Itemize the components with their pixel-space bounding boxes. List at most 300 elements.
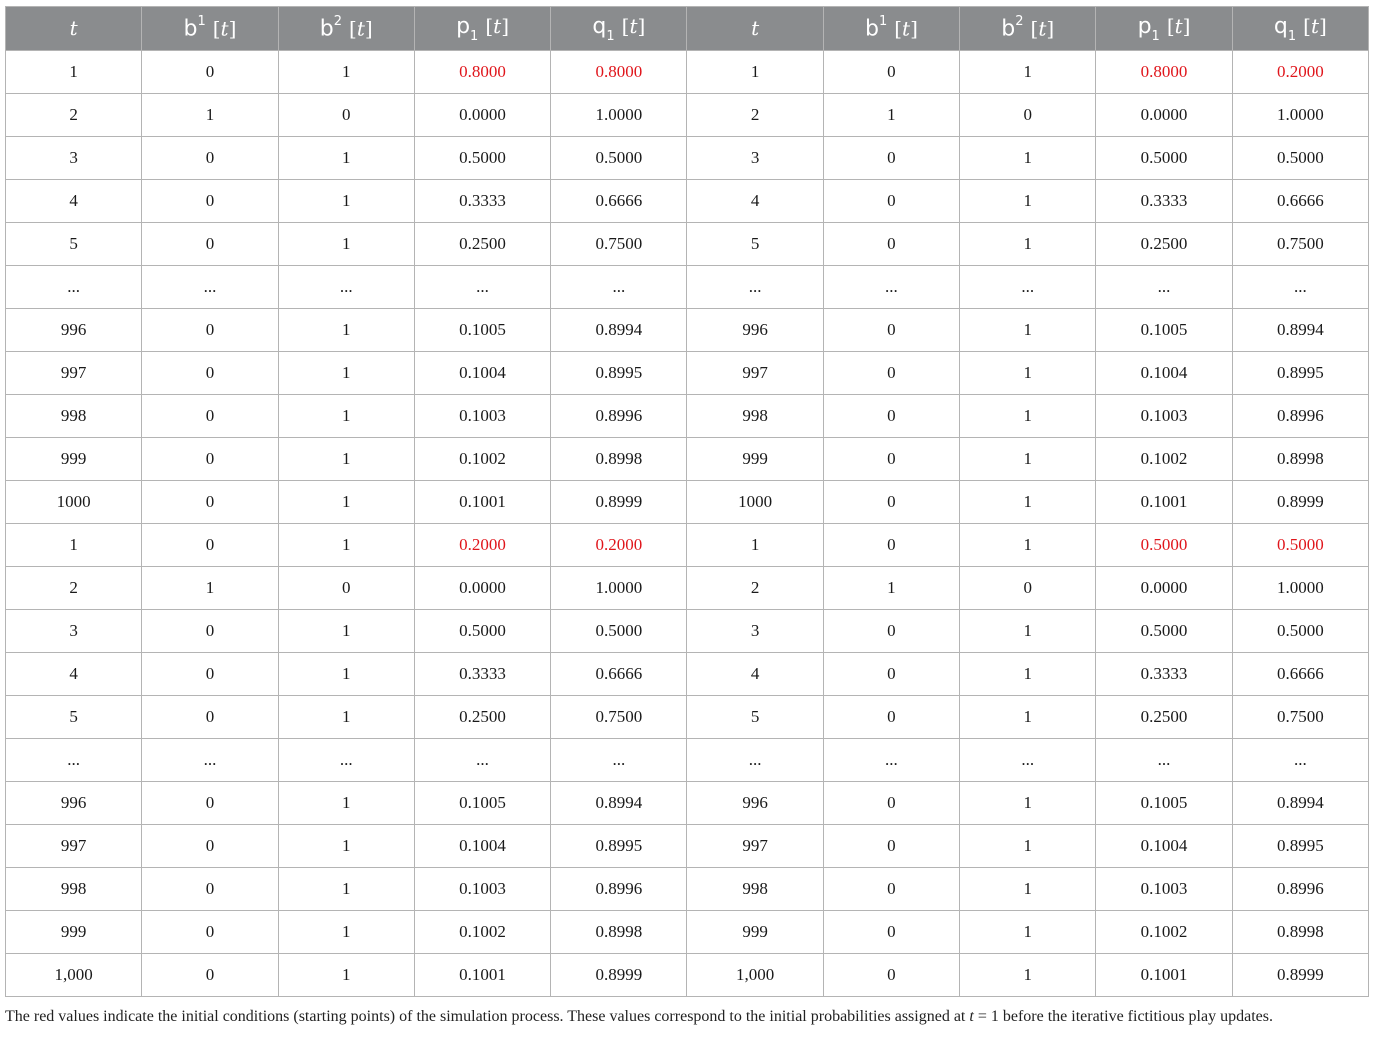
table-cell: 0 [142, 481, 278, 524]
table-cell: ... [960, 739, 1096, 782]
table-cell: 1 [823, 567, 959, 610]
table-cell: 1.0000 [551, 567, 687, 610]
header-superscript: 2 [333, 13, 343, 29]
table-cell: 1 [823, 94, 959, 137]
table-cell: 0 [823, 137, 959, 180]
table-cell: 1 [6, 51, 142, 94]
header-row [6, 7, 1369, 51]
table-cell: 0.8995 [1232, 352, 1368, 395]
table-cell: 1 [278, 481, 414, 524]
table-cell: 0.1001 [414, 481, 550, 524]
table-cell: ... [6, 739, 142, 782]
table-cell: 997 [687, 825, 823, 868]
footnote-text-before: The red values indicate the initial conditions (starting points) of the simulation process. These values correspond to the initial probabilities assigned at [5, 1008, 970, 1025]
header-close-bracket: ] [637, 14, 646, 39]
table-cell: 1 [960, 481, 1096, 524]
table-cell: 0 [142, 825, 278, 868]
table-cell: 4 [687, 653, 823, 696]
table-cell: 1.0000 [1232, 567, 1368, 610]
table-cell: 0.8998 [1232, 911, 1368, 954]
header-symbol: b [1001, 16, 1016, 42]
header-symbol: t [69, 16, 78, 40]
table-cell: 0 [823, 911, 959, 954]
table-cell: 998 [687, 395, 823, 438]
table-row [6, 567, 1369, 610]
table-cell: 0 [960, 94, 1096, 137]
column-header [142, 7, 278, 51]
table-cell: 0 [823, 481, 959, 524]
table-row [6, 696, 1369, 739]
header-close-bracket: ] [1318, 14, 1327, 39]
table-row [6, 524, 1369, 567]
header-subscript: 1 [1287, 28, 1297, 44]
table-cell: 1 [960, 868, 1096, 911]
column-header [1096, 7, 1232, 51]
header-superscript: 2 [1015, 13, 1024, 29]
table-cell: 0.5000 [1232, 524, 1368, 567]
table-row [6, 223, 1369, 266]
table-cell: 0.1001 [1096, 481, 1232, 524]
table-cell: ... [1232, 739, 1368, 782]
table-cell: 0.2000 [414, 524, 550, 567]
table-cell: 0 [142, 180, 278, 223]
table-cell: 0 [142, 309, 278, 352]
table-cell: 0 [823, 352, 959, 395]
header-close-bracket: ] [1182, 14, 1191, 39]
header-open-bracket: [ [1303, 14, 1311, 39]
table-cell: 1 [960, 653, 1096, 696]
table-row [6, 180, 1369, 223]
table-cell: 2 [687, 567, 823, 610]
table-cell: 1 [278, 696, 414, 739]
table-cell: 0.8000 [414, 51, 550, 94]
table-cell: 5 [6, 696, 142, 739]
table-cell: 1 [278, 954, 414, 997]
table-cell: 0.7500 [551, 223, 687, 266]
table-cell: 0.8999 [1232, 481, 1368, 524]
table-cell: 0.7500 [1232, 223, 1368, 266]
header-argument: t [629, 14, 638, 39]
table-cell: 999 [687, 438, 823, 481]
header-argument: t [220, 16, 229, 41]
table-cell: 0.2000 [1232, 51, 1368, 94]
table-cell: 0 [823, 954, 959, 997]
table-cell: 0 [278, 567, 414, 610]
table-cell: 1 [6, 524, 142, 567]
table-cell: 1 [960, 180, 1096, 223]
table-cell: ... [1096, 739, 1232, 782]
table-cell: 0 [142, 524, 278, 567]
header-open-bracket: [ [212, 16, 221, 41]
table-cell: 997 [6, 352, 142, 395]
table-cell: 1 [142, 567, 278, 610]
header-symbol: b [319, 16, 334, 42]
table-cell: 1 [278, 438, 414, 481]
table-cell: 0.5000 [551, 137, 687, 180]
table-cell: ... [687, 739, 823, 782]
header-symbol: b [864, 16, 879, 42]
table-cell: 0.8998 [1232, 438, 1368, 481]
table-cell: 5 [687, 696, 823, 739]
table-cell: 1000 [687, 481, 823, 524]
header-close-bracket: ] [1046, 16, 1055, 41]
table-cell: 1,000 [687, 954, 823, 997]
data-table [5, 6, 1369, 997]
table-cell: 1 [960, 954, 1096, 997]
table-cell: 0.1002 [1096, 438, 1232, 481]
table-cell: 0 [823, 223, 959, 266]
table-cell: 1,000 [6, 954, 142, 997]
table-cell: 1 [278, 309, 414, 352]
table-cell: 0.5000 [414, 610, 550, 653]
table-cell: 997 [6, 825, 142, 868]
table-cell: 1000 [6, 481, 142, 524]
header-close-bracket: ] [910, 16, 918, 41]
table-cell: 0 [823, 524, 959, 567]
footnote-text-after: = 1 before the iterative fictitious play updates. [973, 1008, 1273, 1025]
table-row [6, 352, 1369, 395]
table-cell: 3 [687, 137, 823, 180]
table-cell: 999 [6, 911, 142, 954]
table-cell: 0.5000 [1096, 524, 1232, 567]
table-cell: 0.8995 [551, 825, 687, 868]
table-cell: 0.8999 [1232, 954, 1368, 997]
table-row [6, 911, 1369, 954]
header-open-bracket: [ [894, 16, 903, 41]
table-cell: 0.2500 [1096, 223, 1232, 266]
table-cell: 1 [278, 868, 414, 911]
table-cell: 0.1005 [414, 782, 550, 825]
table-cell: 0.8998 [551, 911, 687, 954]
table-cell: ... [414, 266, 550, 309]
table-cell: 0 [823, 309, 959, 352]
table-cell: 0.8996 [1232, 868, 1368, 911]
table-row [6, 309, 1369, 352]
table-cell: 0.1001 [1096, 954, 1232, 997]
table-cell: 0.1004 [1096, 352, 1232, 395]
footnote-variable: t [969, 1008, 974, 1025]
table-cell: 0 [142, 610, 278, 653]
column-header [414, 7, 550, 51]
table-cell: 0.3333 [414, 653, 550, 696]
table-cell: 0 [142, 51, 278, 94]
table-cell: 3 [687, 610, 823, 653]
table-cell: 0 [142, 954, 278, 997]
table-cell: 1 [960, 309, 1096, 352]
table-cell: 0.1005 [1096, 782, 1232, 825]
table-cell: 997 [687, 352, 823, 395]
table-cell: 1 [687, 51, 823, 94]
header-close-bracket: ] [501, 14, 509, 39]
table-cell: ... [823, 266, 959, 309]
table-cell: 2 [6, 567, 142, 610]
table-cell: 3 [6, 610, 142, 653]
table-row [6, 395, 1369, 438]
table-cell: 0.1002 [1096, 911, 1232, 954]
table-cell: 0.8994 [1232, 309, 1368, 352]
table-cell: 0.0000 [1096, 567, 1232, 610]
table-cell: 1 [278, 180, 414, 223]
header-argument: t [1174, 14, 1183, 39]
table-cell: 1 [278, 653, 414, 696]
table-cell: 0.1003 [414, 868, 550, 911]
table-cell: 0.8996 [551, 868, 687, 911]
table-cell: 1 [960, 696, 1096, 739]
table-cell: 0.1002 [414, 911, 550, 954]
table-cell: 1 [278, 137, 414, 180]
table-cell: 0.5000 [414, 137, 550, 180]
table-row [6, 653, 1369, 696]
table-cell: 0.6666 [551, 653, 687, 696]
column-header [960, 7, 1096, 51]
table-cell: 0.1003 [1096, 395, 1232, 438]
table-cell: 0.1004 [414, 825, 550, 868]
header-argument: t [1038, 16, 1047, 41]
table-cell: 0.5000 [551, 610, 687, 653]
column-header [551, 7, 687, 51]
table-cell: ... [687, 266, 823, 309]
table-cell: 0 [823, 180, 959, 223]
table-cell: 0 [823, 653, 959, 696]
table-row [6, 266, 1369, 309]
table-cell: 4 [6, 653, 142, 696]
table-cell: 1 [278, 782, 414, 825]
table-body [6, 51, 1369, 997]
table-cell: ... [6, 266, 142, 309]
table-cell: ... [278, 739, 414, 782]
table-cell: 0.8996 [551, 395, 687, 438]
header-open-bracket: [ [1030, 16, 1039, 41]
table-cell: 0 [823, 825, 959, 868]
table-cell: 0.2500 [1096, 696, 1232, 739]
header-symbol: p [1137, 14, 1152, 40]
table-cell: 0.5000 [1232, 610, 1368, 653]
table-row [6, 481, 1369, 524]
table-cell: 0.8996 [1232, 395, 1368, 438]
table-cell: 0 [823, 51, 959, 94]
table-row [6, 825, 1369, 868]
table-cell: 0.8994 [551, 782, 687, 825]
table-cell: 996 [687, 309, 823, 352]
table-cell: 0.3333 [1096, 180, 1232, 223]
table-cell: 5 [687, 223, 823, 266]
header-subscript: 1 [606, 28, 615, 44]
table-cell: 1 [960, 438, 1096, 481]
header-subscript: 1 [470, 28, 479, 44]
table-cell: 0.5000 [1232, 137, 1368, 180]
table-cell: 0.0000 [414, 94, 550, 137]
table-cell: 0.2000 [551, 524, 687, 567]
header-close-bracket: ] [364, 16, 373, 41]
table-cell: 1 [278, 223, 414, 266]
table-cell: 0 [142, 395, 278, 438]
header-symbol: q [1273, 14, 1288, 40]
table-row [6, 954, 1369, 997]
table-cell: ... [960, 266, 1096, 309]
table-cell: 1 [960, 223, 1096, 266]
table-cell: ... [551, 266, 687, 309]
table-cell: 0 [960, 567, 1096, 610]
table-cell: 0 [823, 395, 959, 438]
table-cell: 0.8994 [551, 309, 687, 352]
table-cell: 0.1003 [414, 395, 550, 438]
table-row [6, 868, 1369, 911]
table-cell: 0.6666 [551, 180, 687, 223]
table-cell: 1 [278, 352, 414, 395]
table-cell: 0 [823, 782, 959, 825]
table-cell: 0.8994 [1232, 782, 1368, 825]
column-header [823, 7, 959, 51]
table-cell: 0.1002 [414, 438, 550, 481]
header-open-bracket: [ [349, 16, 357, 41]
header-superscript: 1 [878, 13, 888, 29]
table-cell: ... [1232, 266, 1368, 309]
table-cell: 1 [960, 395, 1096, 438]
table-cell: 0 [823, 696, 959, 739]
table-cell: 0 [142, 352, 278, 395]
table-cell: 0.7500 [1232, 696, 1368, 739]
table-cell: 998 [6, 395, 142, 438]
table-row [6, 782, 1369, 825]
table-cell: 996 [687, 782, 823, 825]
table-footnote [5, 1004, 1371, 1030]
table-cell: 0.5000 [1096, 137, 1232, 180]
table-cell: 0.8999 [551, 954, 687, 997]
table-cell: 0.8995 [1232, 825, 1368, 868]
header-close-bracket: ] [228, 16, 237, 41]
table-cell: 2 [6, 94, 142, 137]
table-cell: 1 [960, 610, 1096, 653]
table-cell: 0 [823, 610, 959, 653]
table-cell: ... [823, 739, 959, 782]
table-row [6, 438, 1369, 481]
table-cell: 1 [960, 352, 1096, 395]
table-cell: 1.0000 [551, 94, 687, 137]
table-cell: 0 [823, 868, 959, 911]
table-cell: 3 [6, 137, 142, 180]
table-cell: ... [1096, 266, 1232, 309]
table-row [6, 94, 1369, 137]
table-cell: 1 [278, 610, 414, 653]
table-cell: 1 [278, 51, 414, 94]
table-cell: 0.6666 [1232, 653, 1368, 696]
table-cell: 0 [823, 438, 959, 481]
table-cell: 999 [687, 911, 823, 954]
table-cell: 0 [142, 438, 278, 481]
table-cell: ... [551, 739, 687, 782]
header-open-bracket: [ [1166, 14, 1175, 39]
table-cell: 1 [142, 94, 278, 137]
table-cell: 0 [142, 223, 278, 266]
table-cell: 1 [960, 524, 1096, 567]
table-cell: 0.8998 [551, 438, 687, 481]
table-cell: 1 [687, 524, 823, 567]
table-cell: 1 [278, 524, 414, 567]
table-cell: 0.6666 [1232, 180, 1368, 223]
table-cell: 1 [960, 782, 1096, 825]
table-cell: 0.1001 [414, 954, 550, 997]
table-cell: 1 [960, 911, 1096, 954]
table-cell: 0.0000 [1096, 94, 1232, 137]
header-symbol: b [183, 16, 198, 42]
table-cell: 999 [6, 438, 142, 481]
header-argument: t [493, 14, 502, 39]
table-cell: ... [142, 739, 278, 782]
column-header [687, 7, 823, 51]
table-cell: 0.1005 [414, 309, 550, 352]
table-cell: 0.3333 [414, 180, 550, 223]
table-cell: 0 [278, 94, 414, 137]
table-container [5, 6, 1369, 997]
table-cell: 0 [142, 782, 278, 825]
header-symbol: p [456, 14, 471, 40]
table-cell: 1.0000 [1232, 94, 1368, 137]
table-cell: 0.7500 [551, 696, 687, 739]
table-cell: 996 [6, 782, 142, 825]
column-header [6, 7, 142, 51]
table-cell: 0.1004 [1096, 825, 1232, 868]
header-open-bracket: [ [485, 14, 494, 39]
table-cell: 1 [960, 825, 1096, 868]
table-cell: 2 [687, 94, 823, 137]
table-cell: 0.3333 [1096, 653, 1232, 696]
table-cell: 0 [142, 653, 278, 696]
table-cell: 0.2500 [414, 223, 550, 266]
column-header [278, 7, 414, 51]
header-symbol: q [592, 14, 607, 40]
table-cell: ... [142, 266, 278, 309]
table-cell: 0.8999 [551, 481, 687, 524]
table-row [6, 610, 1369, 653]
table-cell: 0 [142, 911, 278, 954]
header-argument: t [1310, 14, 1319, 39]
table-cell: 0 [142, 137, 278, 180]
header-open-bracket: [ [621, 14, 630, 39]
table-cell: 1 [278, 911, 414, 954]
table-cell: 0.2500 [414, 696, 550, 739]
table-cell: 1 [960, 137, 1096, 180]
table-cell: 4 [687, 180, 823, 223]
table-cell: ... [414, 739, 550, 782]
header-subscript: 1 [1151, 28, 1160, 44]
table-cell: 0.8995 [551, 352, 687, 395]
table-cell: 0.1004 [414, 352, 550, 395]
table-cell: 0.5000 [1096, 610, 1232, 653]
table-row [6, 51, 1369, 94]
table-cell: 0.8000 [1096, 51, 1232, 94]
table-cell: 0 [142, 696, 278, 739]
table-cell: 996 [6, 309, 142, 352]
table-row [6, 137, 1369, 180]
table-cell: 0.1005 [1096, 309, 1232, 352]
table-cell: ... [278, 266, 414, 309]
table-cell: 0 [142, 868, 278, 911]
header-argument: t [902, 16, 911, 41]
table-cell: 5 [6, 223, 142, 266]
header-symbol: t [751, 16, 760, 40]
column-header [1232, 7, 1368, 51]
table-cell: 1 [278, 395, 414, 438]
table-cell: 0.8000 [551, 51, 687, 94]
table-cell: 0.1003 [1096, 868, 1232, 911]
header-argument: t [356, 16, 365, 41]
table-cell: 998 [6, 868, 142, 911]
table-cell: 0.0000 [414, 567, 550, 610]
table-cell: 998 [687, 868, 823, 911]
table-cell: 1 [960, 51, 1096, 94]
header-superscript: 1 [197, 13, 206, 29]
table-cell: 4 [6, 180, 142, 223]
